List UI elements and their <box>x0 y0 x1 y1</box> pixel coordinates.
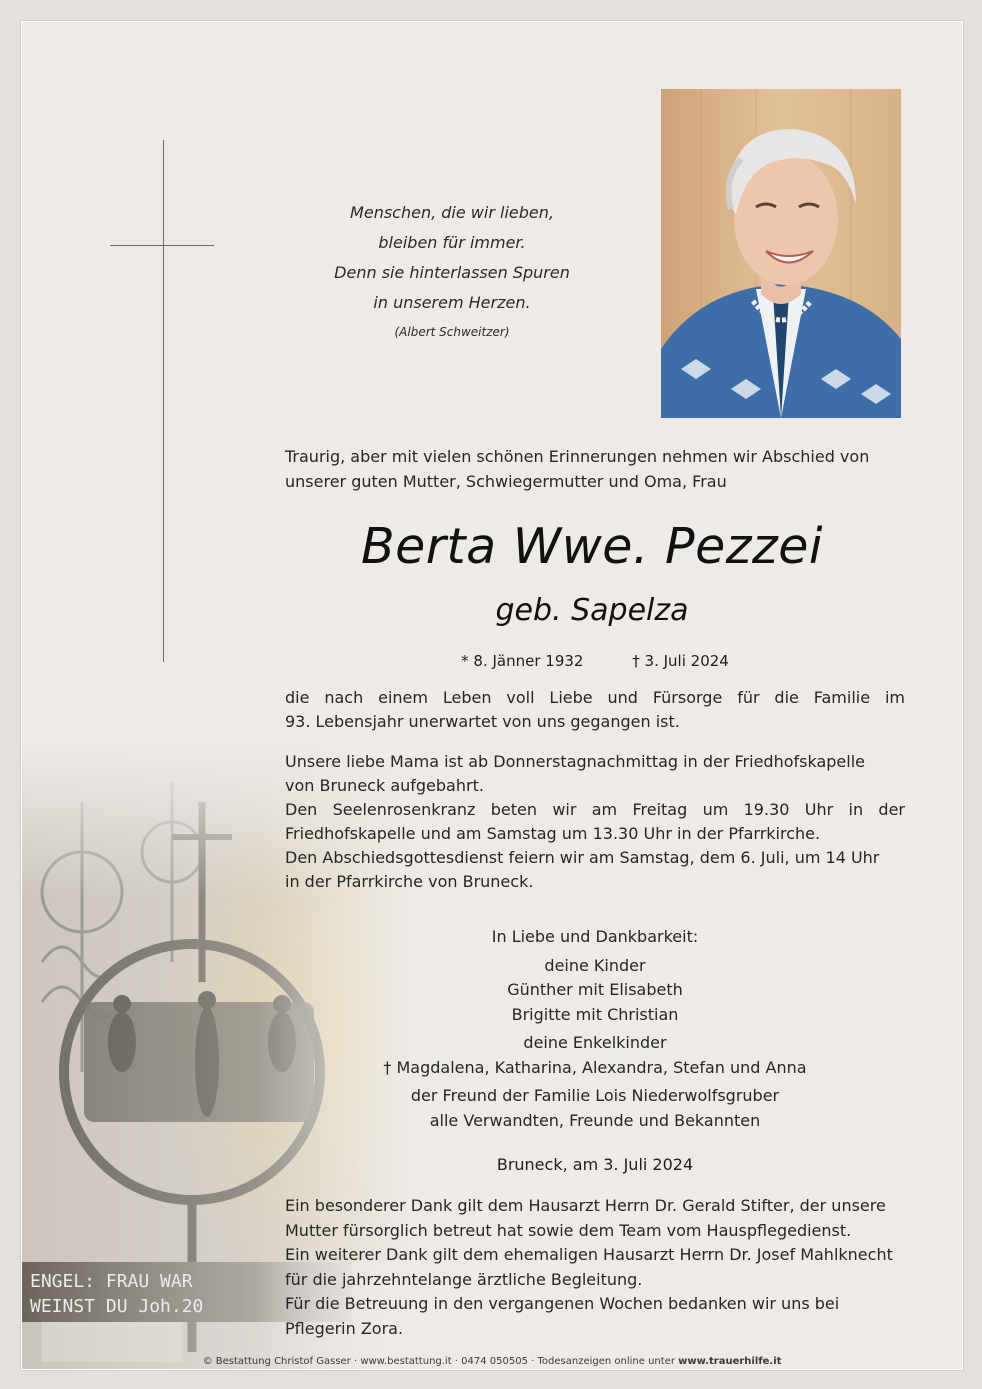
paragraph-line: Den Abschiedsgottesdienst feiern wir am Samstag, dem 6. Juli, um 14 Uhr <box>285 848 880 867</box>
thanks-text <box>285 1194 905 1341</box>
portrait-photo <box>661 89 901 418</box>
signature-line: der Freund der Familie Lois Niederwolfsgruber <box>410 1086 780 1105</box>
paragraph-line: Den Seelenrosenkranz beten wir am Freitag um 19.30 Uhr in der <box>285 800 905 819</box>
intro-line: unserer guten Mutter, Schwiegermutter und Oma, Frau <box>285 472 727 491</box>
cross-ornament-horizontal <box>110 245 214 246</box>
intro-text <box>285 444 905 494</box>
quote-line: Denn sie hinterlassen Spuren <box>334 263 570 282</box>
paragraph-life <box>285 686 905 734</box>
signature-line: alle Verwandten, Freunde und Bekannten <box>429 1110 761 1130</box>
footer-link[interactable]: www.trauerhilfe.it <box>678 1356 782 1367</box>
mourners-list <box>285 925 905 1133</box>
paragraph-line: von Bruneck aufgebahrt. <box>285 776 484 795</box>
thanks-line: Für die Betreuung in den vergangenen Wochen bedanken wir uns bei <box>285 1294 840 1313</box>
quote-line: in unserem Herzen. <box>373 293 531 312</box>
signature-line: Brigitte mit Christian <box>511 1004 679 1024</box>
life-dates <box>285 650 905 672</box>
birth-date: * 8. Jänner 1932 <box>461 652 584 670</box>
signature-line: † Magdalena, Katharina, Alexandra, Stefan und Anna <box>383 1057 807 1077</box>
thanks-line: Pflegerin Zora. <box>285 1318 404 1338</box>
signature-line: In Liebe und Dankbarkeit: <box>491 927 699 946</box>
obituary-card <box>21 21 963 1370</box>
memorial-quote <box>272 198 632 342</box>
footer <box>22 1355 962 1369</box>
thanks-line: Ein weiterer Dank gilt dem ehemaligen Hausarzt Herrn Dr. Josef Mahlknecht <box>285 1245 893 1264</box>
thanks-line: Mutter fürsorglich betreut hat sowie dem Team vom Hauspflegedienst. <box>285 1220 852 1240</box>
thanks-line: für die jahrzehntelange ärztliche Begleitung. <box>285 1269 643 1289</box>
signature-line: Günther mit Elisabeth <box>507 980 683 999</box>
thanks-line: Ein besonderer Dank gilt dem Hausarzt Herrn Dr. Gerald Stifter, der unsere <box>285 1196 886 1215</box>
intro-line: Traurig, aber mit vielen schönen Erinnerungen nehmen wir Abschied von <box>285 447 870 466</box>
cross-ornament-vertical <box>163 140 164 662</box>
paragraph-line: Unsere liebe Mama ist ab Donnerstagnachmittag in der Friedhofskapelle <box>285 752 865 771</box>
paragraph-line: 93. Lebensjahr unerwartet von uns gegangen ist. <box>285 712 680 731</box>
paragraph-line: in der Pfarrkirche von Bruneck. <box>285 872 534 891</box>
paragraph-line: die nach einem Leben voll Liebe und Fürsorge für die Familie im <box>285 688 905 707</box>
place-date: Bruneck, am 3. Juli 2024 <box>496 1155 694 1174</box>
death-date: † 3. Juli 2024 <box>632 652 729 670</box>
quote-line: Menschen, die wir lieben, <box>350 203 554 222</box>
signature-line: deine Kinder <box>544 955 646 975</box>
deceased-name: Berta Wwe. Pezzei <box>361 518 823 575</box>
quote-author: (Albert Schweitzer) <box>394 325 510 339</box>
quote-line: bleiben für immer. <box>378 233 526 252</box>
signature-line: deine Enkelkinder <box>523 1033 667 1052</box>
birth-name: geb. Sapelza <box>495 593 689 628</box>
paragraph-line: Friedhofskapelle und am Samstag um 13.30 Uhr in der Pfarrkirche. <box>285 824 821 843</box>
paragraph-services <box>285 750 905 894</box>
footer-text: © Bestattung Christof Gasser · www.bestattung.it · 0474 050505 · Todesanzeigen online unter <box>202 1356 679 1367</box>
